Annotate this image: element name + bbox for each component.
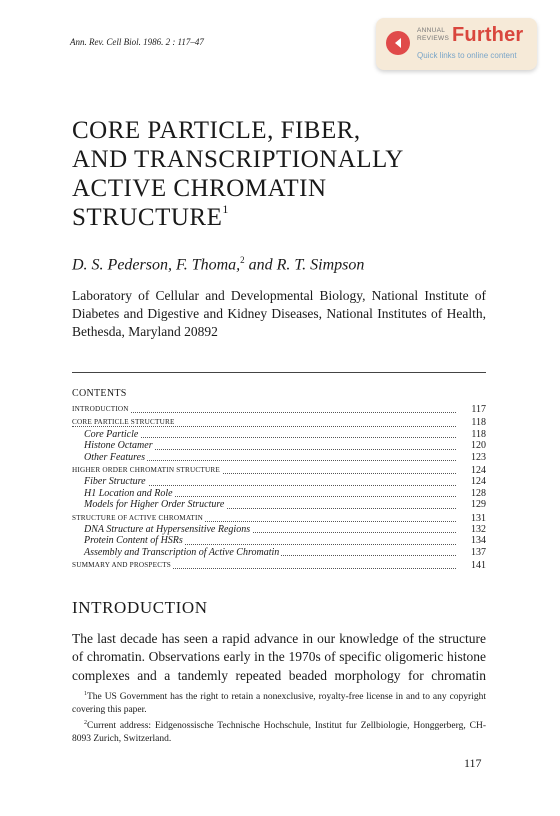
article-title	[72, 116, 472, 232]
toc-entry-page: 131	[460, 513, 486, 524]
divider	[72, 372, 486, 373]
toc-entry-label: SUMMARY AND PROSPECTS	[72, 561, 171, 570]
toc-entry[interactable]	[72, 440, 486, 451]
toc-entry-page: 137	[460, 547, 486, 558]
toc-entry[interactable]	[72, 499, 486, 510]
toc-entry-page: 124	[460, 476, 486, 487]
author-affiliation: Laboratory of Cellular and Developmental Biology, National Institute of Diabetes and Digestive and Kidney Diseases, National Institutes of Health, Bethesda, Maryland 20892	[72, 288, 486, 339]
toc-entry-label: Other Features	[72, 452, 147, 463]
toc-entry-page: 129	[460, 499, 486, 510]
toc-entry[interactable]	[72, 560, 486, 571]
toc-entry[interactable]	[72, 404, 486, 415]
toc-entry-page: 132	[460, 524, 486, 535]
footnote-mark: 1	[84, 691, 87, 697]
author-footnote-mark: 2	[240, 255, 245, 265]
toc-entry-label: Core Particle	[72, 429, 140, 440]
toc-entry-page: 141	[460, 560, 486, 571]
toc-entry-label: Protein Content of HSRs	[72, 535, 185, 546]
title-line: CORE PARTICLE, FIBER,	[72, 117, 361, 144]
toc-entry[interactable]	[72, 513, 486, 524]
footnotes	[72, 688, 486, 746]
footnote-mark: 2	[84, 719, 87, 726]
author-name: F. Thoma,	[175, 256, 241, 274]
introduction-paragraph	[72, 630, 486, 685]
title-line: ACTIVE CHROMATIN	[72, 175, 327, 202]
toc-entry[interactable]	[72, 465, 486, 476]
toc-entry[interactable]	[72, 476, 486, 487]
toc-entry[interactable]	[72, 429, 486, 440]
toc-entry-label: CORE PARTICLE STRUCTURE	[72, 418, 175, 427]
footnote	[72, 688, 486, 717]
toc-entry-label: Histone Octamer	[72, 440, 155, 451]
toc-entry-label: Assembly and Transcription of Active Chromatin	[72, 547, 281, 558]
toc-entry[interactable]	[72, 535, 486, 546]
table-of-contents	[72, 404, 486, 571]
author-list	[72, 255, 364, 274]
author-name: D. S. Pederson,	[72, 256, 176, 274]
toc-entry-page: 117	[460, 404, 486, 415]
badge-further-label: Further	[452, 24, 524, 46]
toc-entry-page: 120	[460, 440, 486, 451]
annual-reviews-further-badge[interactable]	[376, 18, 537, 70]
footnote	[72, 717, 486, 746]
title-line-text: STRUCTURE	[72, 204, 223, 231]
title-footnote-mark: 1	[222, 202, 229, 216]
toc-entry-label: Fiber Structure	[72, 476, 148, 487]
toc-entry-label: INTRODUCTION	[72, 405, 129, 413]
paragraph-line: The last decade has seen a rapid advance in our knowledge of the structure	[72, 631, 486, 646]
toc-entry-page: 118	[460, 417, 486, 428]
toc-entry[interactable]	[72, 488, 486, 499]
paragraph-line: complexes and a tandemly repeated beaded morphology for chromatin	[72, 667, 486, 683]
toc-entry[interactable]	[72, 417, 486, 428]
toc-entry-page: 124	[460, 465, 486, 476]
toc-entry[interactable]	[72, 452, 486, 463]
toc-entry-page: 118	[460, 429, 486, 440]
badge-quick-links-label[interactable]: Quick links to online content	[417, 51, 517, 60]
contents-heading: CONTENTS	[72, 388, 127, 399]
introduction-heading: INTRODUCTION	[72, 598, 208, 617]
paragraph-line: of chromatin. Observations early in the 1970s of specific oligomeric histone	[72, 649, 486, 665]
toc-entry-label: Models for Higher Order Structure	[72, 499, 226, 510]
footnote-text: The US Government has the right to retain a nonexclusive, royalty-free license in and to any copyright covering this paper.	[72, 692, 486, 715]
badge-annual-label: ANNUAL	[417, 27, 446, 34]
toc-entry[interactable]	[72, 524, 486, 535]
play-arrow-icon	[386, 31, 410, 55]
toc-entry-label: STRUCTURE OF ACTIVE CHROMATIN	[72, 513, 203, 522]
toc-entry-page: 123	[460, 452, 486, 463]
badge-reviews-label: REVIEWS	[417, 35, 450, 42]
toc-entry-label: DNA Structure at Hypersensitive Regions	[72, 524, 252, 535]
footnote-text: Current address: Eidgenossische Technische Hochschule, Institut fur Zellbiologie, Honggerberg, CH-8093 Zurich, Switzerland.	[72, 720, 486, 744]
toc-entry-label: H1 Location and Role	[72, 488, 175, 499]
page-number: 117	[464, 756, 482, 770]
title-line: AND TRANSCRIPTIONALLY	[72, 146, 404, 173]
title-line	[72, 203, 472, 232]
toc-entry-page: 128	[460, 488, 486, 499]
journal-reference: Ann. Rev. Cell Biol. 1986. 2 : 117–47	[70, 37, 204, 47]
toc-entry-label: HIGHER ORDER CHROMATIN STRUCTURE	[72, 465, 220, 474]
author-name: and R. T. Simpson	[244, 256, 365, 274]
toc-entry[interactable]	[72, 547, 486, 558]
toc-entry-page: 134	[460, 535, 486, 546]
